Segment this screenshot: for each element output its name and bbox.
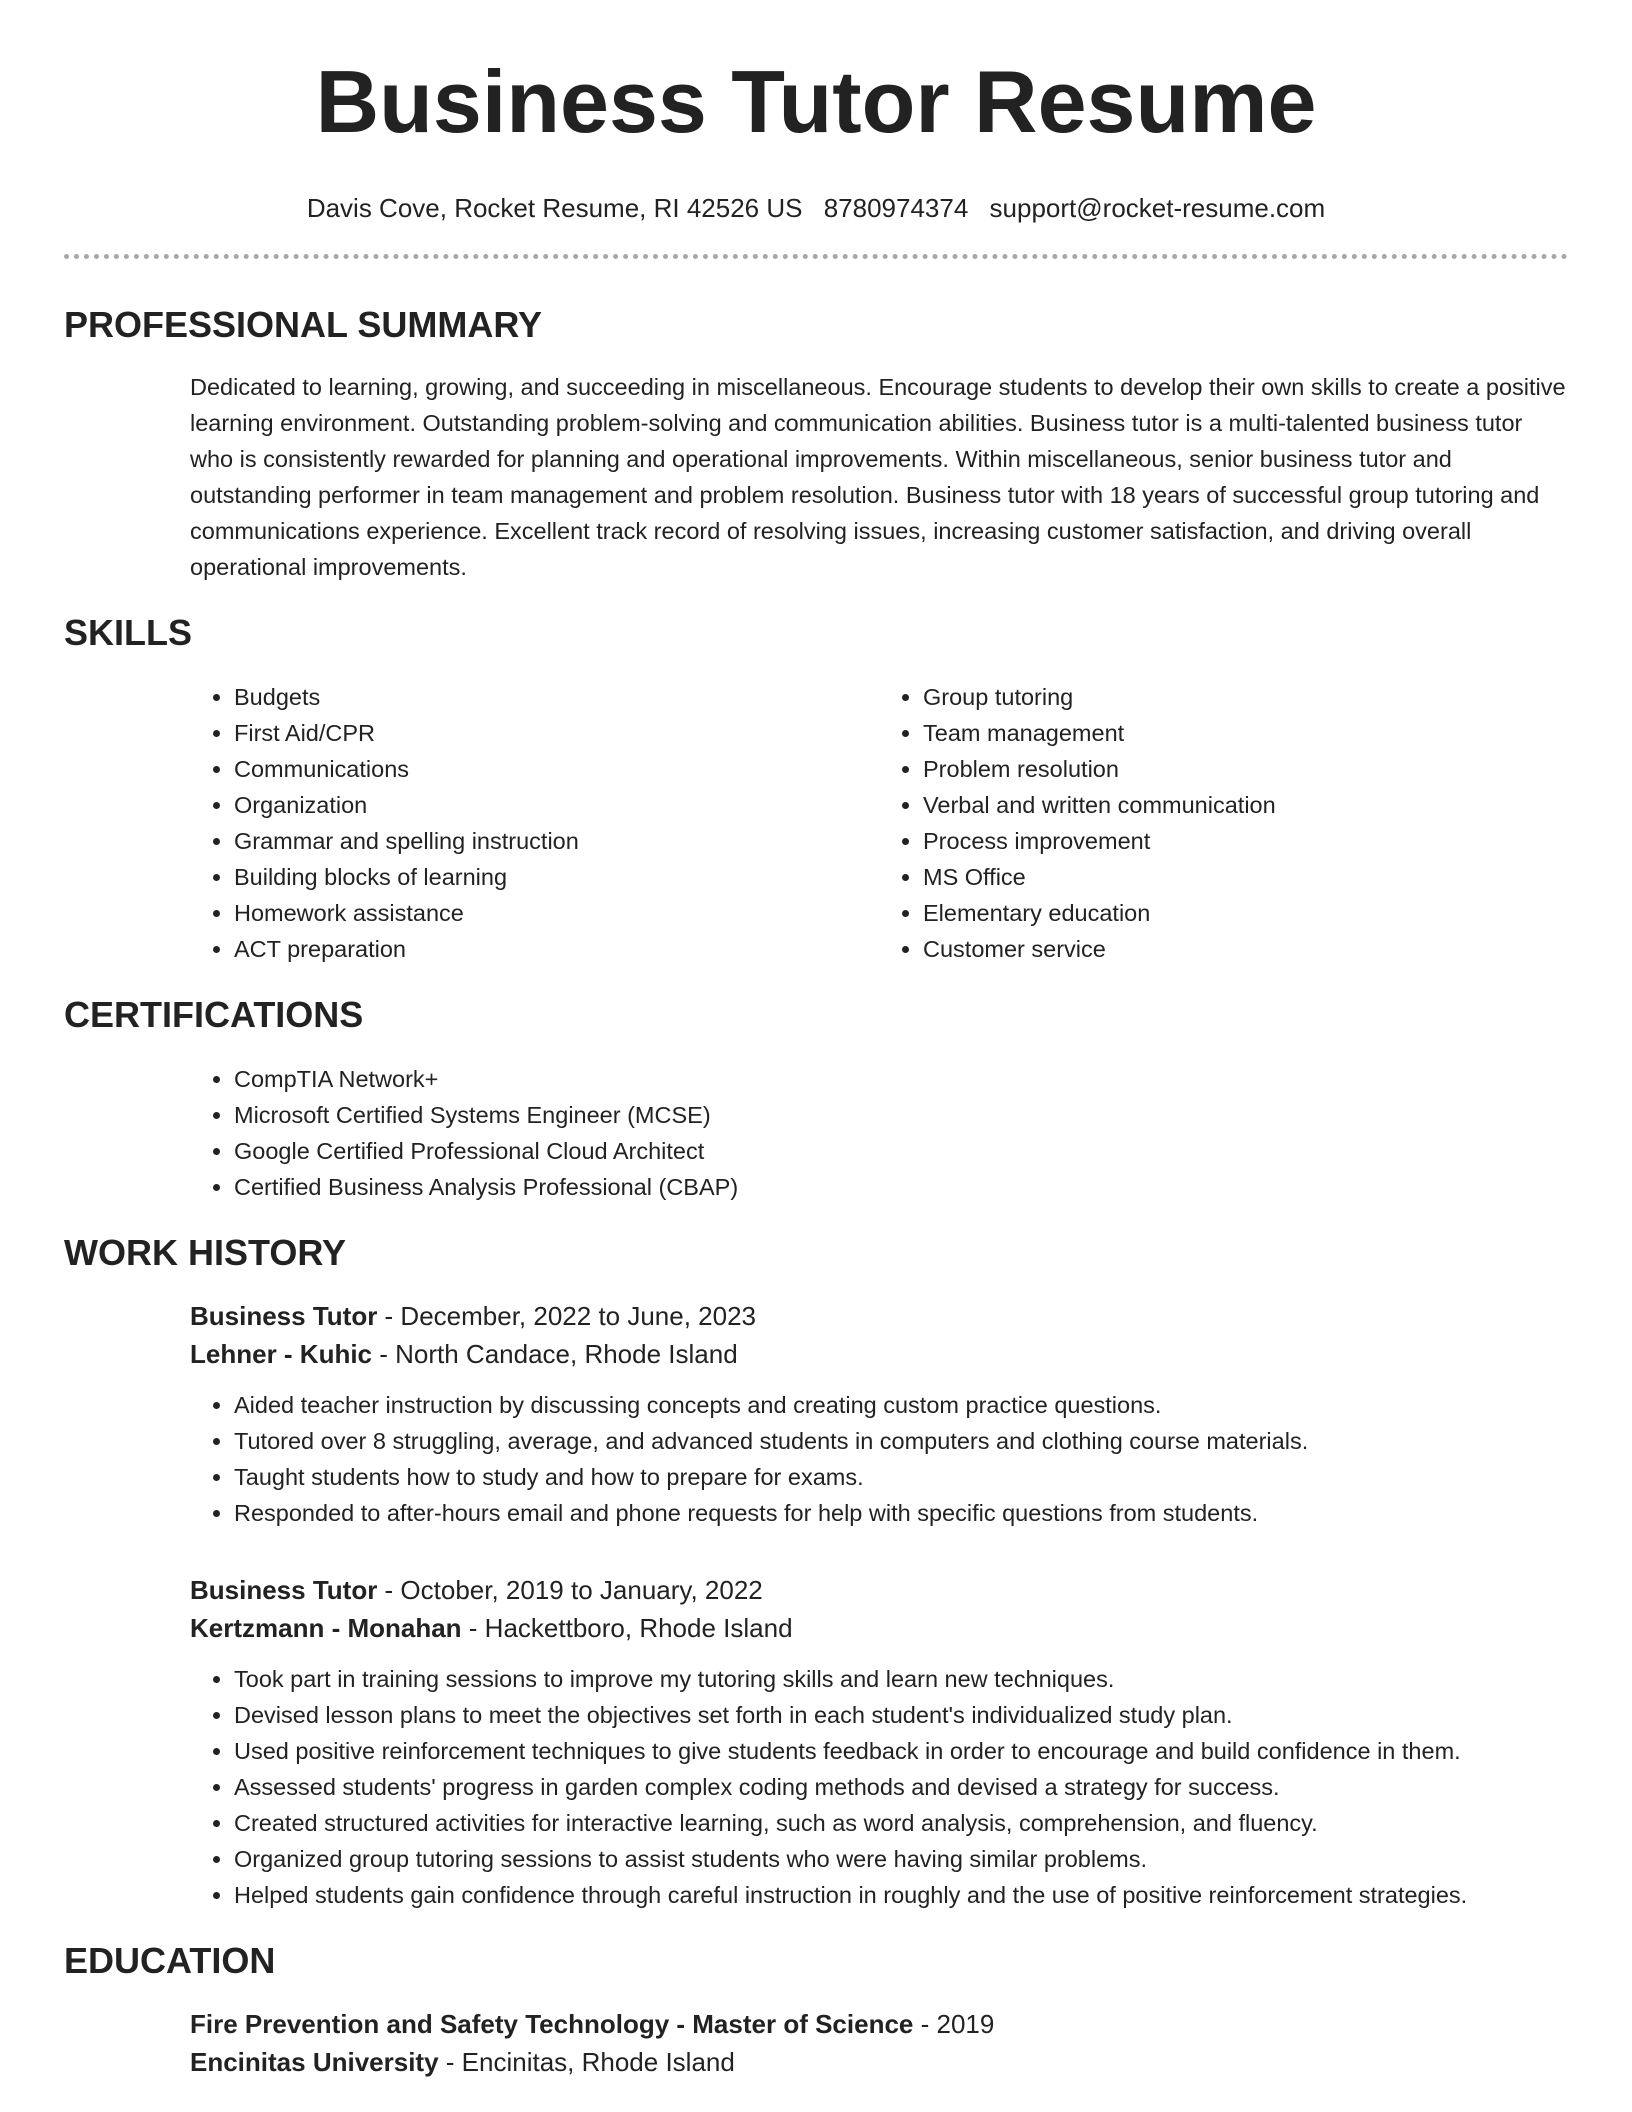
skill-item: • Problem resolution	[923, 751, 1568, 787]
education-heading: EDUCATION	[64, 1940, 276, 1981]
summary-section	[64, 303, 1568, 585]
job-company-line	[190, 1609, 1568, 1647]
certifications-list	[190, 1061, 1568, 1205]
contact-email: support@rocket-resume.com	[989, 193, 1326, 223]
skills-list-right	[879, 679, 1568, 967]
skill-item: • Organization	[234, 787, 879, 823]
certifications-section	[64, 993, 1568, 1205]
job-entry	[190, 1571, 1568, 1913]
job-bullet: • Helped students gain confidence through careful instruction in roughly and the use of positive reinforcement strategies.	[234, 1877, 1568, 1913]
job-bullet: • Organized group tutoring sessions to assist students who were having similar problems.	[234, 1841, 1568, 1877]
education-school: Encinitas University	[190, 2047, 439, 2077]
certification-item: • Google Certified Professional Cloud Architect	[234, 1133, 1568, 1169]
skills-heading: SKILLS	[64, 612, 193, 653]
job-title-line	[190, 1297, 1568, 1335]
skill-item: • Grammar and spelling instruction	[234, 823, 879, 859]
job-location: - North Candace, Rhode Island	[372, 1339, 738, 1369]
job-title-line	[190, 1571, 1568, 1609]
skill-item: • Building blocks of learning	[234, 859, 879, 895]
job-bullets	[190, 1387, 1568, 1531]
skill-item: • Customer service	[923, 931, 1568, 967]
skill-item: • Group tutoring	[923, 679, 1568, 715]
resume-header	[64, 0, 1568, 259]
education-school-line	[190, 2043, 1568, 2081]
contact-address: Davis Cove, Rocket Resume, RI 42526 US	[306, 193, 803, 223]
work-history-section	[64, 1231, 1568, 1913]
resume-title: Business Tutor Resume	[315, 52, 1317, 151]
job-location: - Hackettboro, Rhode Island	[461, 1613, 793, 1643]
job-dates: - December, 2022 to June, 2023	[377, 1301, 757, 1331]
header-divider	[64, 254, 1568, 259]
certification-item: • CompTIA Network+	[234, 1061, 1568, 1097]
certification-item: • Microsoft Certified Systems Engineer (MCSE)	[234, 1097, 1568, 1133]
job-company: Kertzmann - Monahan	[190, 1613, 462, 1643]
contact-line	[64, 192, 1568, 224]
job-bullets	[190, 1661, 1568, 1913]
job-bullet: • Assessed students' progress in garden complex coding methods and devised a strategy for success.	[234, 1769, 1568, 1805]
skill-item: • Team management	[923, 715, 1568, 751]
job-entry	[190, 1297, 1568, 1531]
job-title: Business Tutor	[190, 1575, 378, 1605]
skill-item: • Process improvement	[923, 823, 1568, 859]
job-bullet: • Responded to after-hours email and phone requests for help with specific questions from students.	[234, 1495, 1568, 1531]
job-bullet: • Used positive reinforcement techniques to give students feedback in order to encourage and build confidence in them.	[234, 1733, 1568, 1769]
skill-item: • Communications	[234, 751, 879, 787]
skill-item: • Elementary education	[923, 895, 1568, 931]
job-bullet: • Took part in training sessions to improve my tutoring skills and learn new techniques.	[234, 1661, 1568, 1697]
skills-section	[64, 611, 1568, 967]
job-company-line	[190, 1335, 1568, 1373]
job-bullet: • Created structured activities for interactive learning, such as word analysis, comprehension, and fluency.	[234, 1805, 1568, 1841]
education-degree-line	[190, 2005, 1568, 2043]
education-degree: Fire Prevention and Safety Technology - Master of Science	[190, 2009, 914, 2039]
summary-text: Dedicated to learning, growing, and succeeding in miscellaneous. Encourage students to develop their own skills to create a positive learning environment. Outstanding problem-solving and communication abilities. Business tutor is a multi-talented business tutor who is consistently rewarded for planning and operational improvements. Within miscellaneous, senior business tutor and outstanding performer in team management and problem resolution. Business tutor with 18 years of successful group tutoring and communications experience. Excellent track record of resolving issues, increasing customer satisfaction, and driving overall operational improvements.	[190, 374, 1566, 580]
skill-item: • Budgets	[234, 679, 879, 715]
contact-phone: 8780974374	[823, 193, 969, 223]
certifications-heading: CERTIFICATIONS	[64, 994, 364, 1035]
skills-list-left	[190, 679, 879, 967]
job-bullet: • Tutored over 8 struggling, average, and advanced students in computers and clothing course materials.	[234, 1423, 1568, 1459]
skill-item: • First Aid/CPR	[234, 715, 879, 751]
education-section	[64, 1939, 1568, 2081]
certification-item: • Certified Business Analysis Professional (CBAP)	[234, 1169, 1568, 1205]
skill-item: • ACT preparation	[234, 931, 879, 967]
job-bullet: • Aided teacher instruction by discussing concepts and creating custom practice questions.	[234, 1387, 1568, 1423]
job-company: Lehner - Kuhic	[190, 1339, 373, 1369]
skill-item: • MS Office	[923, 859, 1568, 895]
job-dates: - October, 2019 to January, 2022	[377, 1575, 763, 1605]
education-location: - Encinitas, Rhode Island	[438, 2047, 735, 2077]
job-title: Business Tutor	[190, 1301, 378, 1331]
skill-item: • Homework assistance	[234, 895, 879, 931]
job-bullet: • Devised lesson plans to meet the objectives set forth in each student's individualized study plan.	[234, 1697, 1568, 1733]
work-history-heading: WORK HISTORY	[64, 1232, 347, 1273]
skill-item: • Verbal and written communication	[923, 787, 1568, 823]
summary-heading: PROFESSIONAL SUMMARY	[64, 304, 543, 345]
job-bullet: • Taught students how to study and how to prepare for exams.	[234, 1459, 1568, 1495]
education-year: - 2019	[913, 2009, 995, 2039]
